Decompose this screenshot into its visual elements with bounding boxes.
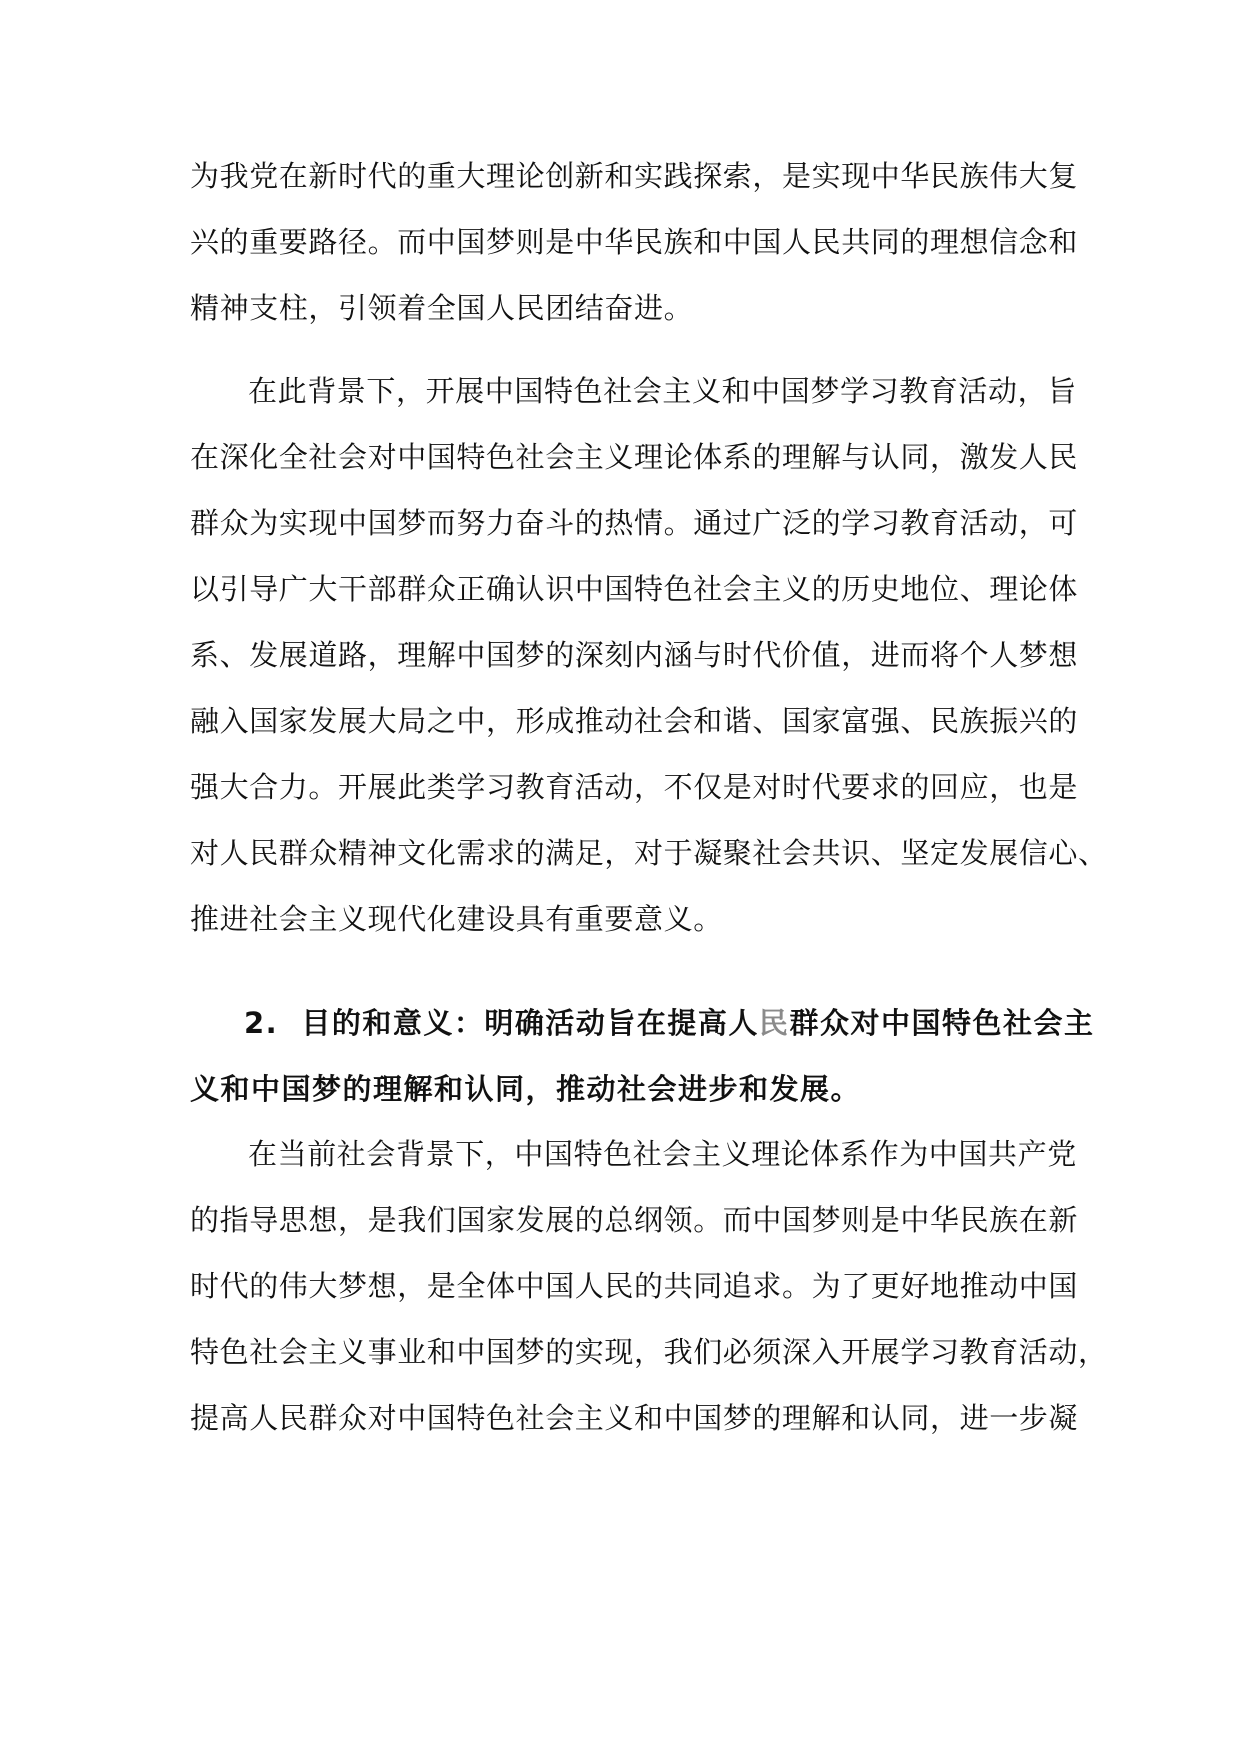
paragraph-line: 为我党在新时代的重大理论创新和实践探索，是实现中华民族伟大复 bbox=[190, 159, 1079, 193]
paragraph-line: 群众为实现中国梦而努力奋斗的热情。通过广泛的学习教育活动，可 bbox=[190, 506, 1079, 540]
paragraph-line: 强大合力。开展此类学习教育活动，不仅是对时代要求的回应，也是 bbox=[190, 770, 1079, 804]
paragraph-line: 在当前社会背景下，中国特色社会主义理论体系作为中国共产党 bbox=[248, 1137, 1077, 1171]
paragraph-line: 时代的伟大梦想，是全体中国人民的共同追求。为了更好地推动中国 bbox=[190, 1269, 1079, 1303]
paragraph-line: 以引导广大干部群众正确认识中国特色社会主义的历史地位、理论体 bbox=[190, 572, 1079, 606]
paragraph-line: 特色社会主义事业和中国梦的实现，我们必须深入开展学习教育活动， bbox=[190, 1335, 1108, 1369]
paragraph-line: 融入国家发展大局之中，形成推动社会和谐、国家富强、民族振兴的 bbox=[190, 704, 1079, 738]
paragraph-line: 在此背景下，开展中国特色社会主义和中国梦学习教育活动，旨 bbox=[248, 374, 1077, 408]
section-number: 2. bbox=[244, 1006, 279, 1040]
paragraph-line: 在深化全社会对中国特色社会主义理论体系的理解与认同，激发人民 bbox=[190, 440, 1079, 474]
section-heading-text: 目的和意义：明确活动旨在提高人 bbox=[301, 1006, 759, 1040]
section-heading-line: 义和中国梦的理解和认同，推动社会进步和发展。 bbox=[190, 1072, 862, 1106]
paragraph-line: 精神支柱，引领着全国人民团结奋进。 bbox=[190, 291, 694, 325]
paragraph-line: 兴的重要路径。而中国梦则是中华民族和中国人民共同的理想信念和 bbox=[190, 225, 1079, 259]
section-heading-text-faint: 民 bbox=[758, 1006, 790, 1040]
paragraph-line: 对人民群众精神文化需求的满足，对于凝聚社会共识、坚定发展信心、 bbox=[190, 836, 1108, 870]
paragraph-line: 推进社会主义现代化建设具有重要意义。 bbox=[190, 902, 723, 936]
paragraph-line: 提高人民群众对中国特色社会主义和中国梦的理解和认同，进一步凝 bbox=[190, 1401, 1079, 1435]
section-heading-line bbox=[244, 1003, 1095, 1043]
paragraph-line: 的指导思想，是我们国家发展的总纲领。而中国梦则是中华民族在新 bbox=[190, 1203, 1079, 1237]
paragraph-line: 系、发展道路，理解中国梦的深刻内涵与时代价值，进而将个人梦想 bbox=[190, 638, 1079, 672]
section-heading-text: 群众对中国特色社会主 bbox=[789, 1006, 1095, 1040]
